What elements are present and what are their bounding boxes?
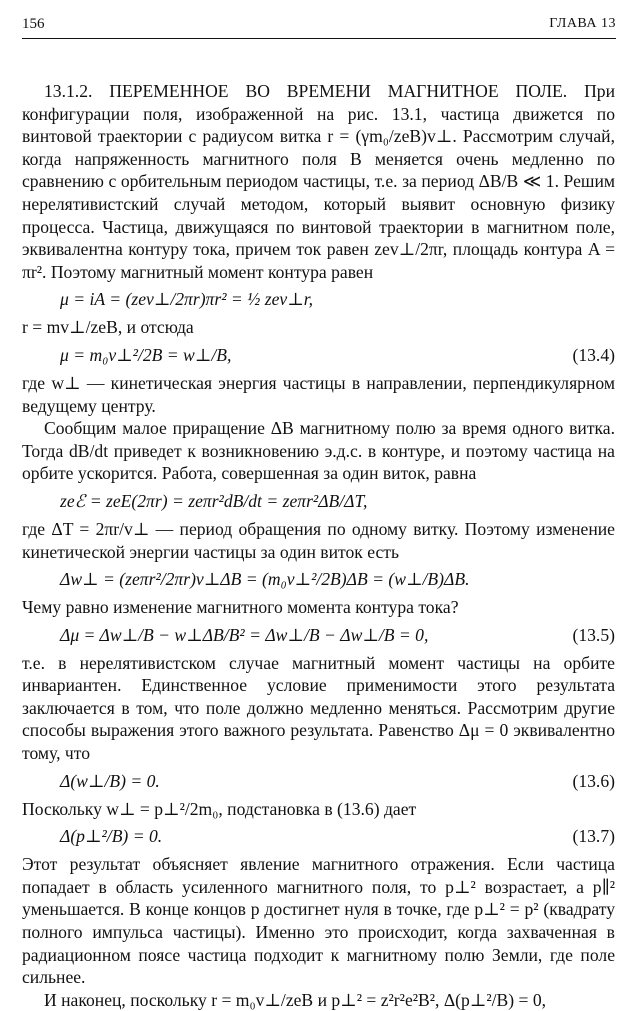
equation-expression: Δ(p⊥²/B) = 0. — [60, 826, 163, 847]
equation-magnetic-moment — [22, 287, 615, 312]
equation-13-5 — [22, 623, 615, 648]
running-head-chapter: ГЛАВА 13 — [549, 16, 616, 31]
text-line-radius: r = mv⊥/zeB, и отсюда — [22, 317, 194, 338]
equation-expression: zeℰ = zeE(2πr) = zeπr²dB/dt = zeπr²ΔB/ΔT, — [60, 490, 368, 511]
equation-number: (13.7) — [572, 826, 615, 847]
paragraph-period: где ΔT = 2πr/v⊥ — период обращения по одному витку. Поэтому изменение кинетической энергии частицы за один виток есть — [22, 518, 615, 562]
equation-work — [22, 489, 615, 514]
equation-expression: Δμ = Δw⊥/B − w⊥ΔB/B² = Δw⊥/B − Δw⊥/B = 0, — [60, 624, 429, 645]
paragraph-finally: И наконец, поскольку r = m₀v⊥/zeB и p⊥² = z²r²e²B², Δ(p⊥²/B) = 0, — [44, 989, 547, 1010]
equation-expression: Δw⊥ = (zeπr²/2πr)v⊥ΔB = (m₀v⊥²/2B)ΔB = (w⊥/B)ΔB. — [60, 569, 470, 590]
page-header — [22, 14, 616, 36]
paragraph-magnetic-reflection: Этот результат объясняет явление магнитного отражения. Если частица попадает в область усиленного магнитного поля, то p⊥² возрастает, а p∥² уменьшается. В конце концов p достигнет нуля в точке, где p⊥² = p² (квадрату полного импульса частицы). Именно это происходит, когда захваченная в радиационном поясе частица подходит к магнитному полю Земли, где поле сильнее. — [22, 854, 615, 988]
equation-13-6 — [22, 769, 615, 794]
paragraph-question: Чему равно изменение магнитного момента контура тока? — [22, 597, 459, 618]
equation-13-4 — [22, 343, 615, 368]
paragraph-kinetic-energy: где w⊥ — кинетическая энергия частицы в направлении, перпендикулярном ведущему центру. — [22, 372, 615, 416]
equation-number: (13.6) — [572, 770, 615, 791]
main-text — [22, 80, 615, 1011]
paragraph-substitution: Поскольку w⊥ = p⊥²/2m₀, подстановка в (13.6) дает — [22, 798, 417, 819]
header-rule — [22, 38, 616, 39]
equation-energy-change — [22, 567, 615, 592]
page-number: 156 — [22, 16, 45, 32]
paragraph-invariant: т.е. в нерелятивистском случае магнитный момент частицы на орбите инвариантен. Единственное условие применимости этого результата заключается в том, что поле должно медленно меняться. Рассмотрим другие способы выражения этого важного результата. Равенство Δμ = 0 эквивалентно тому, что — [22, 652, 615, 764]
equation-expression: μ = iA = (zev⊥/2πr)πr² = ½ zev⊥r, — [60, 289, 314, 310]
paragraph-section-intro: 13.1.2. ПЕРЕМЕННОЕ ВО ВРЕМЕНИ МАГНИТНОЕ ПОЛЕ. При конфигурации поля, изображенной на рис. 13.1, частица движется по винтовой траектории с радиусом витка r = (γm₀/zeB)v⊥. Рассмотрим случай, когда напряженность магнитного поля B меняется очень медленно по сравнению с орбительным периодом частицы, т.е. за период ΔB/B ≪ 1. Решим нерелятивистский случай методом, который выявит основную физику процесса. Частица, движущаяся по винтовой траектории в магнитном поле, эквивалентна контуру тока, причем ток равен zev⊥/2πr, площадь контура A = πr². Поэтому магнитный момент контура равен — [22, 81, 615, 282]
equation-number: (13.4) — [572, 344, 615, 365]
equation-expression: Δ(w⊥/B) = 0. — [60, 770, 160, 791]
equation-expression: μ = m₀v⊥²/2B = w⊥/B, — [60, 344, 232, 365]
equation-13-7 — [22, 824, 615, 849]
paragraph-increment: Сообщим малое приращение ΔB магнитному полю за время одного витка. Тогда dB/dt приведет к возникновению э.д.с. в контуре, и поэтому частица на орбите ускорится. Работа, совершенная за один виток, равна — [22, 418, 615, 484]
equation-number: (13.5) — [572, 624, 615, 645]
